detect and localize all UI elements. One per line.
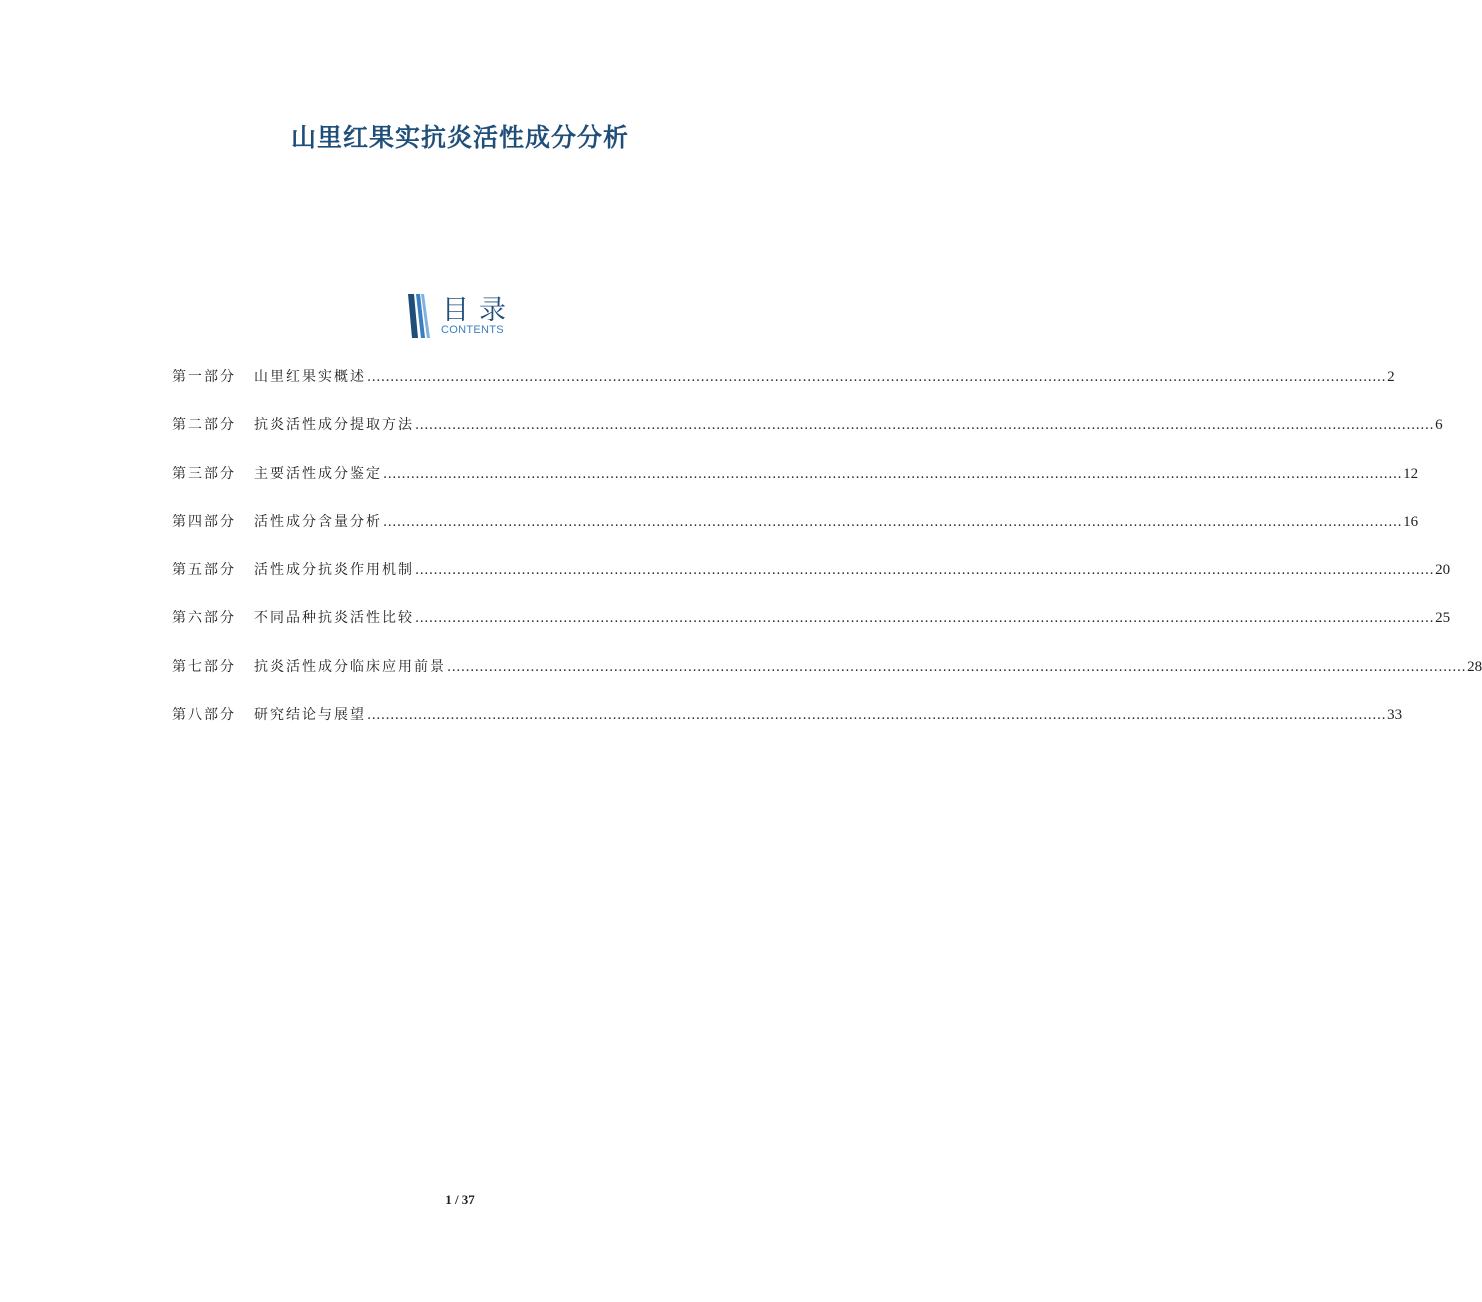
toc-entry-part: 第六部分 xyxy=(172,610,236,627)
toc-entry-leader: ............................................................................................................................................................................................................................ xyxy=(367,708,1387,724)
toc-entry-part: 第三部分 xyxy=(172,465,236,482)
toc-entry-part: 第八部分 xyxy=(172,707,236,724)
toc-entry-title: 活性成分抗炎作用机制 xyxy=(254,562,414,579)
toc-entry-part: 第一部分 xyxy=(172,369,236,385)
toc-entry-page: 33 xyxy=(1387,707,1403,724)
toc-entry-leader: ............................................................................................................................................................................................................................ xyxy=(415,611,1435,627)
toc-entry-title: 活性成分含量分析 xyxy=(254,513,382,530)
toc-entry-title: 主要活性成分鉴定 xyxy=(254,465,382,482)
toc-entry[interactable] xyxy=(172,366,1395,414)
toc-entry-title: 研究结论与展望 xyxy=(254,707,366,724)
toc-entry-part: 第二部分 xyxy=(172,417,236,434)
toc-entry[interactable] xyxy=(172,607,1451,655)
toc-entry-leader: ............................................................................................................................................................................................................................ xyxy=(415,563,1435,579)
toc-entry-leader: ............................................................................................................................................................................................................................ xyxy=(415,418,1435,434)
toc-header xyxy=(406,292,526,342)
toc-entry-title: 不同品种抗炎活性比较 xyxy=(254,610,414,627)
toc-entry[interactable] xyxy=(172,704,1403,752)
toc-entry[interactable] xyxy=(172,463,1419,511)
toc-entry[interactable] xyxy=(172,414,1443,462)
toc-entry-title: 抗炎活性成分临床应用前景 xyxy=(254,658,446,675)
toc-entry-page: 12 xyxy=(1403,465,1419,482)
toc-entry-part: 第四部分 xyxy=(172,513,236,530)
toc-subheading: CONTENTS xyxy=(441,324,504,336)
toc-entry-leader: ............................................................................................................................................................................................................................ xyxy=(367,370,1387,385)
toc-entry-page: 16 xyxy=(1403,513,1419,530)
toc-entry[interactable] xyxy=(172,656,1482,704)
toc-entry-leader: ............................................................................................................................................................................................................................ xyxy=(383,514,1403,530)
toc-entry[interactable] xyxy=(172,559,1451,607)
page-indicator: 1 / 37 xyxy=(445,1192,475,1207)
document-title: 山里红果实抗炎活性成分分析 xyxy=(290,123,629,152)
toc-entry-leader: ............................................................................................................................................................................................................................ xyxy=(447,659,1467,675)
toc-list xyxy=(172,366,1482,752)
toc-entry-page: 25 xyxy=(1435,610,1451,627)
toc-entry-page: 6 xyxy=(1435,417,1443,434)
toc-entry-title: 抗炎活性成分提取方法 xyxy=(254,417,414,434)
toc-heading: 目录 xyxy=(442,295,516,326)
toc-entry-part: 第五部分 xyxy=(172,562,236,579)
toc-entry-page: 2 xyxy=(1387,369,1395,385)
book-stripes-icon xyxy=(406,294,432,338)
toc-entry-leader: ............................................................................................................................................................................................................................ xyxy=(383,466,1403,482)
toc-entry[interactable] xyxy=(172,511,1419,559)
toc-entry-title: 山里红果实概述 xyxy=(254,369,366,385)
toc-entry-page: 20 xyxy=(1435,562,1451,579)
toc-entry-page: 28 xyxy=(1467,658,1482,675)
toc-entry-part: 第七部分 xyxy=(172,658,236,675)
